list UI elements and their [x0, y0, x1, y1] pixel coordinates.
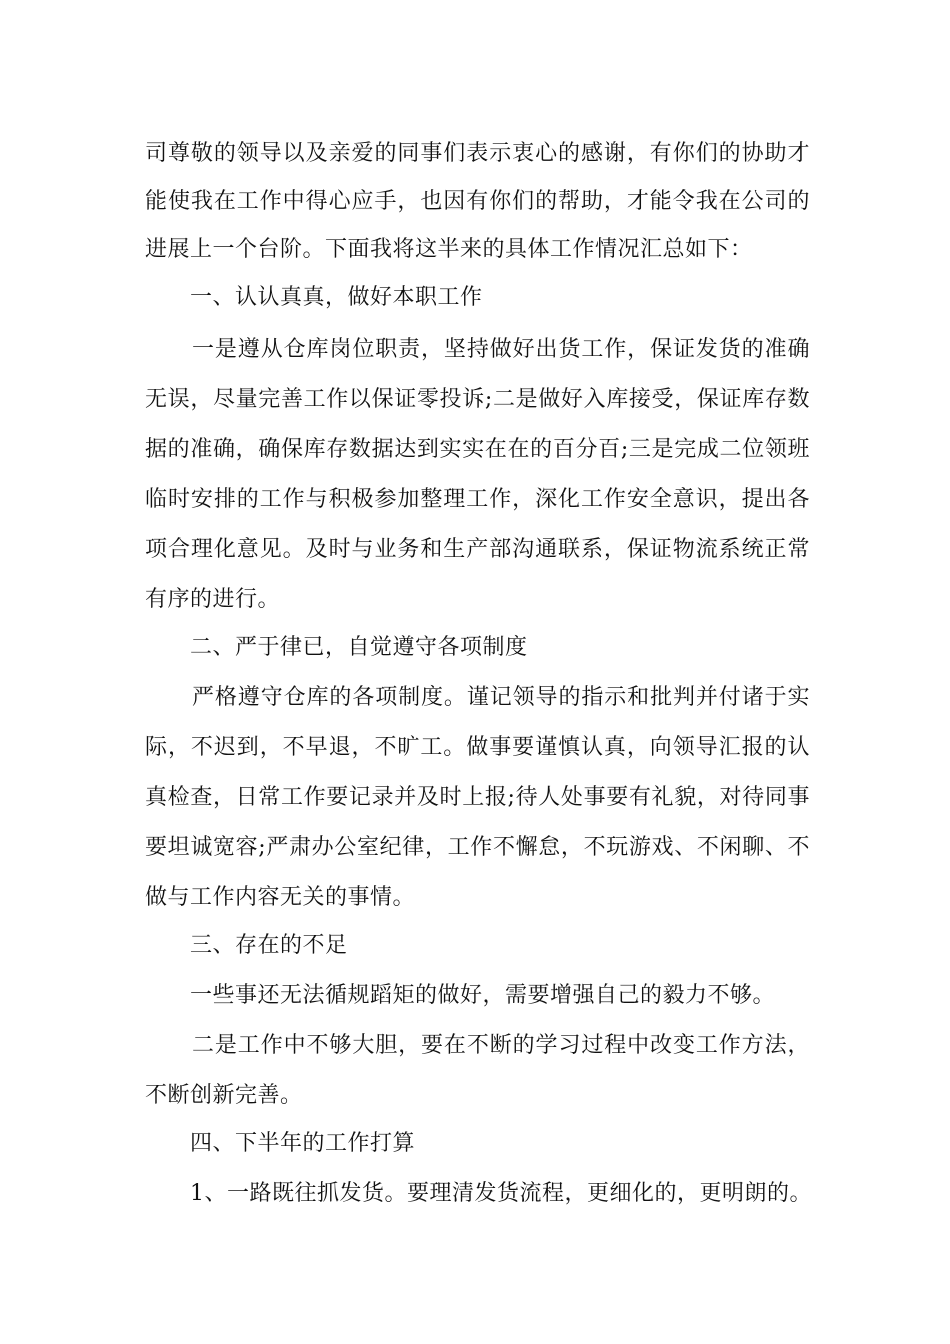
paragraph-line: 进展上一个台阶。下面我将这半来的具体工作情况汇总如下： [145, 237, 753, 262]
paragraph-line: 据的准确，确保库存数据达到实实在在的百分百;三是完成二位领班 [145, 437, 810, 462]
paragraph-line: 做与工作内容无关的事情。 [145, 885, 416, 910]
paragraph-line: 项合理化意见。及时与业务和生产部沟通联系，保证物流系统正常 [145, 537, 810, 562]
paragraph-line: 一些事还无法循规蹈矩的做好，需要增强自己的毅力不够。 [190, 983, 776, 1008]
paragraph-line: 能使我在工作中得心应手，也因有你们的帮助，才能令我在公司的 [145, 189, 810, 214]
paragraph-line: 无误，尽量完善工作以保证零投诉;二是做好入库接受，保证库存数 [145, 387, 810, 412]
paragraph-line: 二是工作中不够大胆，要在不断的学习过程中改变工作方法， [192, 1033, 810, 1058]
paragraph-line: 临时安排的工作与积极参加整理工作，深化工作安全意识，提出各 [145, 487, 810, 512]
paragraph-line: 际，不迟到，不早退，不旷工。做事要谨慎认真，向领导汇报的认 [145, 735, 810, 760]
section-heading: 二、严于律已，自觉遵守各项制度 [190, 635, 528, 660]
paragraph-line: 司尊敬的领导以及亲爱的同事们表示衷心的感谢，有你们的协助才 [145, 141, 810, 166]
paragraph-line: 1、一路既往抓发货。要理清发货流程，更细化的，更明朗的。 [190, 1181, 812, 1206]
paragraph-line: 真检查，日常工作要记录并及时上报;待人处事要有礼貌，对待同事 [145, 785, 810, 810]
section-heading: 一、认认真真，做好本职工作 [190, 285, 483, 310]
paragraph-line: 一是遵从仓库岗位职责，坚持做好出货工作，保证发货的准确 [192, 337, 810, 362]
paragraph-line: 要坦诚宽容;严肃办公室纪律，工作不懈怠，不玩游戏、不闲聊、不 [145, 835, 810, 860]
paragraph-line: 有序的进行。 [145, 587, 281, 612]
paragraph-line: 严格遵守仓库的各项制度。谨记领导的指示和批判并付诸于实 [192, 685, 810, 710]
section-heading: 四、下半年的工作打算 [190, 1131, 416, 1156]
paragraph-line: 不断创新完善。 [145, 1083, 303, 1108]
section-heading: 三、存在的不足 [190, 933, 348, 958]
